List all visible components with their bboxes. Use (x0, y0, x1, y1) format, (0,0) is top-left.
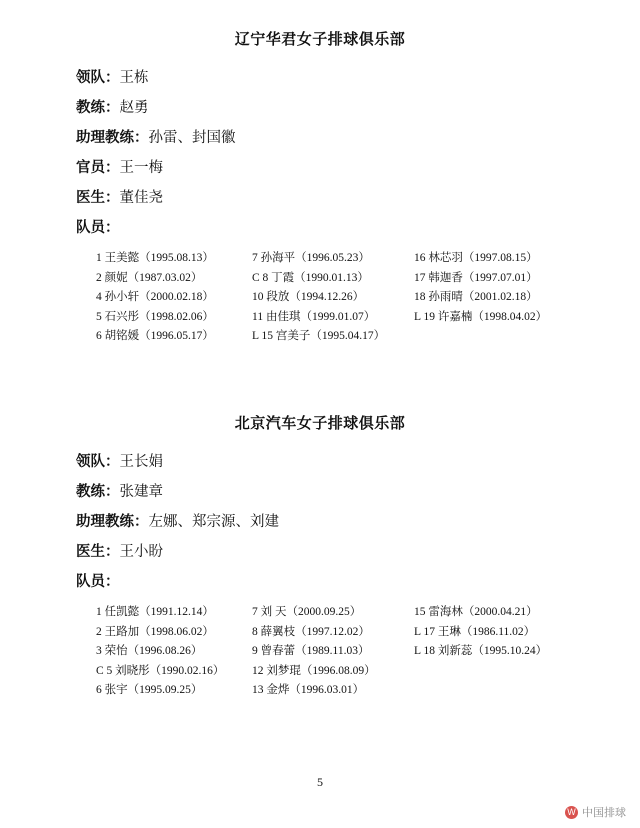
player-dob: （2000.02.18） (139, 291, 214, 303)
player-name: 韩迦香 (428, 271, 463, 284)
staff-separator: ： (134, 130, 149, 146)
staff-value: 王小盼 (119, 544, 163, 560)
player-number: 7 (252, 606, 258, 618)
player-dob: （1995.10.24） (472, 645, 548, 657)
player-name: 宫美子 (275, 330, 311, 342)
player-entry (414, 308, 640, 328)
player-entry (252, 681, 414, 701)
player-dob: （1998.04.02） (472, 310, 548, 323)
player-number: 4 (96, 291, 102, 303)
staff-separator: ： (105, 100, 120, 116)
player-number: 19 (423, 310, 435, 323)
staff-label: 医生 (76, 544, 105, 560)
staff-value: 王一梅 (119, 160, 163, 176)
player-number: 3 (96, 645, 102, 657)
player-number: 8 (252, 625, 258, 638)
player-name: 张宇 (104, 684, 128, 696)
player-dob: （1996.03.01） (289, 684, 365, 696)
player-number: 15 (414, 606, 426, 618)
player-dob: （1996.08.26） (127, 645, 203, 657)
player-entry (252, 642, 414, 662)
staff-value: 孙雷、封国徽 (148, 130, 236, 146)
player-dob: （1986.11.02） (460, 625, 536, 638)
roster-grid (0, 603, 640, 701)
player-name: 金烨 (266, 684, 290, 696)
player-name: 任凯懿 (104, 606, 140, 618)
player-name: 刘新蕊 (437, 645, 473, 657)
player-name: 王路加 (104, 625, 140, 638)
player-dob: （1998.06.02） (139, 625, 214, 638)
staff-separator: ： (105, 70, 120, 86)
player-number: 1 (96, 606, 102, 618)
player-entry (252, 327, 414, 347)
player-name: 王琳 (437, 625, 461, 638)
player-name: 雷海林 (428, 606, 463, 618)
staff-label: 助理教练 (76, 514, 134, 530)
player-number: 7 (252, 252, 258, 264)
player-entry (414, 269, 640, 289)
player-entry (414, 603, 640, 623)
player-dob: （1996.08.09） (300, 664, 376, 677)
player-captain-mark: L (414, 625, 421, 638)
staff-label: 教练 (76, 100, 105, 116)
player-dob: （1996.05.17） (139, 330, 214, 342)
player-dob: （1991.12.14） (139, 606, 214, 618)
player-number: 5 (96, 310, 102, 323)
roster-empty-cell (414, 327, 640, 347)
player-number: 2 (96, 625, 102, 638)
staff-row (76, 93, 640, 123)
player-number: 13 (252, 684, 264, 696)
player-captain-mark: C (96, 664, 104, 677)
players-heading: 队员： (76, 574, 120, 590)
staff-row (76, 447, 640, 477)
player-entry (96, 269, 252, 289)
player-entry (96, 662, 252, 682)
staff-label: 领队 (76, 70, 105, 86)
staff-value: 左娜、郑宗源、刘建 (148, 514, 279, 530)
player-number: 15 (261, 330, 273, 342)
player-entry (96, 327, 252, 347)
staff-row (76, 123, 640, 153)
roster-empty-cell (414, 662, 640, 682)
player-entry (96, 642, 252, 662)
player-entry (252, 288, 414, 308)
player-dob: （1995.04.17） (310, 330, 386, 342)
player-entry (414, 642, 640, 662)
player-name: 刘 天 (260, 606, 287, 618)
staff-row (76, 477, 640, 507)
player-captain-mark: L (414, 645, 421, 657)
player-dob: （1996.05.23） (295, 252, 370, 264)
staff-list (0, 63, 640, 213)
player-entry (96, 623, 252, 643)
staff-row (76, 153, 640, 183)
player-name: 胡铭媛 (104, 330, 140, 342)
watermark (565, 804, 626, 820)
staff-value: 张建章 (119, 484, 163, 500)
staff-value: 董佳尧 (119, 190, 163, 206)
player-name: 孙雨晴 (428, 291, 463, 303)
player-name: 颜妮 (104, 271, 128, 284)
page-number: 5 (317, 775, 323, 789)
player-number: 17 (414, 271, 426, 284)
player-name: 许嘉楠 (437, 310, 473, 323)
player-number: 9 (252, 645, 258, 657)
player-dob: （2000.09.25） (286, 606, 362, 618)
staff-separator: ： (105, 484, 120, 500)
player-number: 18 (423, 645, 435, 657)
staff-label: 医生 (76, 190, 105, 206)
staff-row (76, 537, 640, 567)
player-name: 孙海平 (260, 252, 296, 264)
player-dob: （1997.07.01） (462, 271, 538, 284)
player-dob: （2000.04.21） (462, 606, 538, 618)
roster-empty-cell (414, 681, 640, 701)
staff-separator: ： (105, 544, 120, 560)
player-number: 12 (252, 664, 264, 677)
watermark-text: 中国排球 (582, 807, 626, 819)
staff-value: 王长娟 (119, 454, 163, 470)
player-entry (252, 269, 414, 289)
player-number: 18 (414, 291, 426, 303)
player-number: 1 (96, 252, 102, 264)
staff-row (76, 507, 640, 537)
staff-label: 官员 (76, 160, 105, 176)
player-entry (96, 681, 252, 701)
player-dob: （1997.12.02） (295, 625, 370, 638)
player-dob: （1998.02.06） (139, 310, 214, 323)
players-heading: 队员： (76, 220, 120, 236)
player-number: 6 (96, 684, 102, 696)
roster-grid (0, 249, 640, 347)
player-number: 6 (96, 330, 102, 342)
player-entry (252, 603, 414, 623)
player-number: 17 (423, 625, 435, 638)
player-captain-mark: L (414, 310, 421, 323)
player-dob: （1995.09.25） (127, 684, 203, 696)
player-entry (96, 249, 252, 269)
player-number: 10 (252, 291, 264, 303)
player-name: 石兴彤 (104, 310, 140, 323)
player-captain-mark: L (252, 330, 259, 342)
player-entry (414, 249, 640, 269)
staff-row (76, 183, 640, 213)
player-name: 王美懿 (104, 252, 140, 264)
player-number: 11 (252, 310, 264, 323)
staff-label: 助理教练 (76, 130, 134, 146)
player-dob: （1994.12.26） (289, 291, 365, 303)
player-dob: （1987.03.02） (127, 271, 203, 284)
player-dob: （1989.11.03） (295, 645, 370, 657)
player-entry (252, 623, 414, 643)
player-dob: （1990.02.16） (149, 664, 225, 677)
player-dob: （1995.08.13） (139, 252, 214, 264)
player-entry (252, 308, 414, 328)
staff-label: 教练 (76, 484, 105, 500)
staff-separator: ： (105, 454, 120, 470)
player-name: 林芯羽 (428, 252, 463, 264)
player-name: 丁霞 (271, 271, 295, 284)
player-entry (252, 249, 414, 269)
staff-list (0, 447, 640, 567)
player-entry (96, 603, 252, 623)
player-captain-mark: C (252, 271, 260, 284)
player-dob: （1990.01.13） (294, 271, 369, 284)
player-name: 刘梦琨 (266, 664, 301, 677)
staff-separator: ： (134, 514, 149, 530)
player-name: 薛翼枝 (260, 625, 296, 638)
club-section-2 (0, 412, 640, 701)
player-name: 段放 (266, 291, 290, 303)
staff-value: 王栋 (119, 70, 149, 86)
staff-value: 赵勇 (119, 100, 149, 116)
staff-separator: ： (105, 160, 120, 176)
player-name: 刘晓彤 (115, 664, 150, 677)
staff-label: 领队 (76, 454, 105, 470)
player-number: 16 (414, 252, 426, 264)
player-entry (252, 662, 414, 682)
player-entry (96, 308, 252, 328)
player-dob: （2001.02.18） (462, 291, 538, 303)
player-entry (414, 288, 640, 308)
player-number: 2 (96, 271, 102, 284)
staff-row (76, 63, 640, 93)
player-dob: （1999.01.07） (300, 310, 376, 323)
player-number: 8 (262, 271, 269, 284)
player-name: 孙小轩 (104, 291, 140, 303)
club-title: 辽宁华君女子排球俱乐部 (234, 32, 406, 48)
club-section-1 (0, 28, 640, 347)
player-dob: （1997.08.15） (462, 252, 538, 264)
player-name: 由佳琪 (265, 310, 301, 323)
staff-separator: ： (105, 190, 120, 206)
player-entry (96, 288, 252, 308)
player-number: 5 (106, 664, 113, 677)
player-entry (414, 623, 640, 643)
player-name: 曾春蕾 (260, 645, 296, 657)
weibo-icon: W (565, 806, 578, 819)
club-title: 北京汽车女子排球俱乐部 (234, 416, 406, 432)
player-name: 荣怡 (104, 645, 128, 657)
